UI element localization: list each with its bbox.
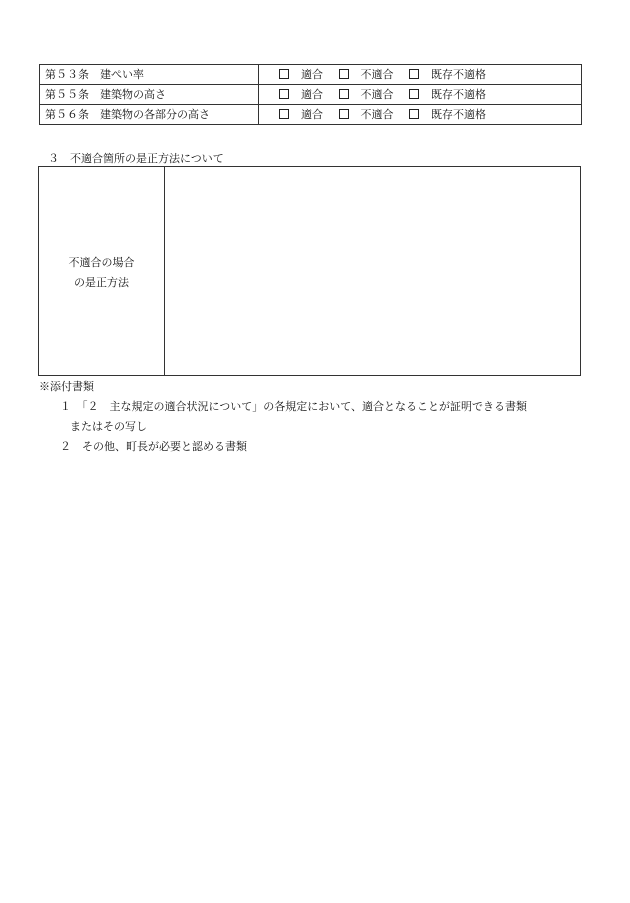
compliance-options (259, 65, 582, 85)
checkbox-non-compliant[interactable] (339, 69, 349, 79)
correction-method-table (38, 166, 581, 376)
compliance-options (259, 85, 582, 105)
checkbox-existing-nonconforming[interactable] (409, 109, 419, 119)
correction-label-line-2: の是正方法 (74, 276, 129, 289)
checkbox-compliant[interactable] (279, 69, 289, 79)
option-label: 不適合 (360, 68, 394, 81)
correction-method-input[interactable] (165, 167, 580, 375)
option-label: 不適合 (360, 88, 394, 101)
checkbox-compliant[interactable] (279, 89, 289, 99)
checkbox-non-compliant[interactable] (339, 89, 349, 99)
option-label: 適合 (301, 68, 323, 81)
option-label: 既存不適格 (431, 68, 486, 81)
option-label: 既存不適格 (431, 88, 486, 101)
attachment-item-1-continuation: またはその写し (70, 420, 147, 433)
option-label: 適合 (301, 88, 323, 101)
checkbox-compliant[interactable] (279, 109, 289, 119)
option-label: 適合 (301, 108, 323, 121)
regulation-name: 第５５条 建築物の高さ (40, 85, 259, 105)
attachment-item-2: ２ その他、町長が必要と認める書類 (60, 440, 247, 453)
checkbox-existing-nonconforming[interactable] (409, 89, 419, 99)
section-3-heading: ３ 不適合箇所の是正方法について (48, 152, 224, 165)
table-row (40, 85, 582, 105)
correction-label-line-1: 不適合の場合 (68, 256, 135, 269)
regulation-name: 第５６条 建築物の各部分の高さ (40, 105, 259, 125)
checkbox-non-compliant[interactable] (339, 109, 349, 119)
table-row (40, 65, 582, 85)
attachments-heading: ※添付書類 (39, 380, 94, 393)
checkbox-existing-nonconforming[interactable] (409, 69, 419, 79)
compliance-options (259, 105, 582, 125)
correction-method-label-cell (39, 167, 165, 375)
table-row (40, 105, 582, 125)
regulation-name: 第５３条 建ぺい率 (40, 65, 259, 85)
option-label: 既存不適格 (431, 108, 486, 121)
regulation-compliance-table (39, 64, 582, 125)
option-label: 不適合 (360, 108, 394, 121)
attachment-item-1: １ 「２ 主な規定の適合状況について」の各規定において、適合となることが証明できる書類 (60, 400, 528, 413)
